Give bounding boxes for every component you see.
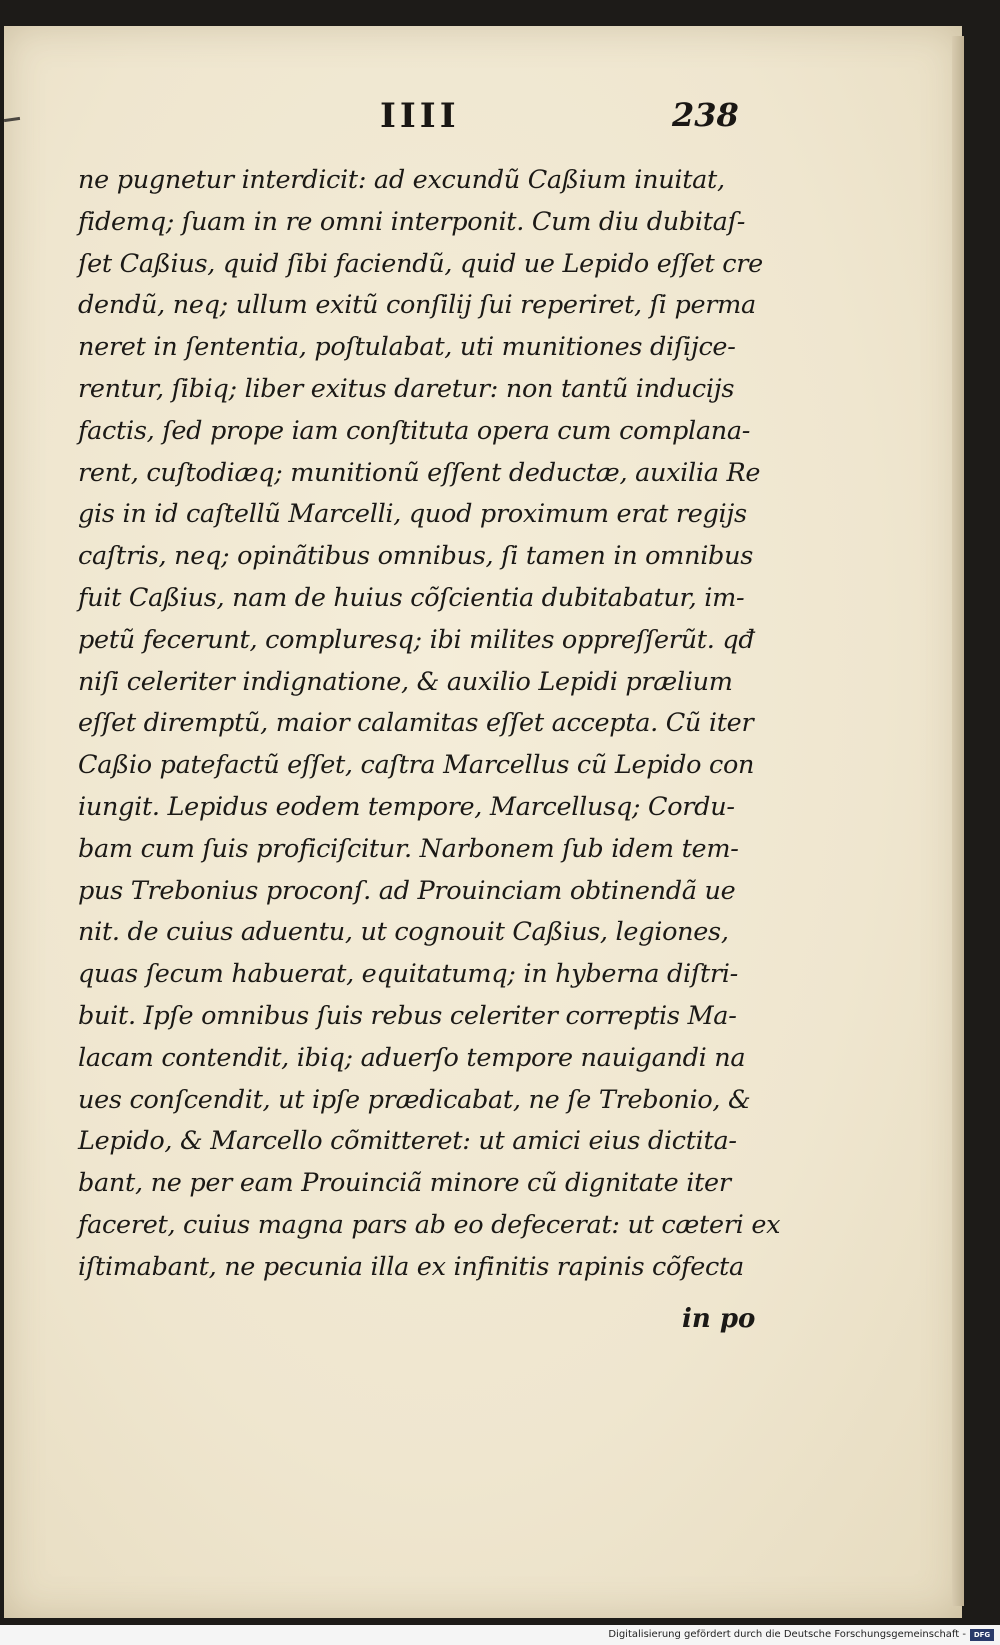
text-line: buit. Ipſe omnibus ſuis rebus celeriter correptis Ma-: [78, 1000, 737, 1031]
text-line: iſtimabant, ne pecunia illa ex infinitis rapinis cõfecta: [78, 1251, 744, 1282]
text-line: factis, ſed prope iam conſtituta opera cum complana-: [78, 415, 751, 446]
footer-bar: [0, 1625, 1000, 1645]
text-line: fuit Caßius, nam de huius cõſcientia dubitabatur, im-: [78, 582, 745, 613]
text-line: niſi celeriter indignatione, & auxilio Lepidi prælium: [78, 666, 733, 697]
dfg-logo: DFG: [970, 1629, 994, 1641]
text-line: Lepido, & Marcello cõmitteret: ut amici eius dictita-: [78, 1126, 737, 1157]
page-edge: [952, 36, 964, 1606]
text-line: bam cum ſuis proficiſcitur. Narbonem ſub idem tem-: [78, 833, 739, 864]
text-line: nit. de cuius aduentu, ut cognouit Caßius, legiones,: [78, 917, 729, 948]
body-text: [78, 160, 781, 1289]
text-line: rentur, ſibiq; liber exitus daretur: non tantũ inducijs: [78, 373, 735, 404]
folio-number: 238: [672, 96, 739, 134]
text-line: ſet Caßius, quid ſibi faciendũ, quid ue Lepido eſſet cre: [78, 248, 763, 279]
text-line: ues conſcendit, ut ipſe prædicabat, ne ſe Trebonio, &: [78, 1084, 751, 1115]
text-line: lacam contendit, ibiq; aduerſo tempore nauigandi na: [78, 1042, 746, 1073]
text-line: quas ſecum habuerat, equitatumq; in hyberna diſtri-: [78, 959, 738, 990]
text-line: dendũ, neq; ullum exitũ conſilij ſui reperiret, ſi perma: [78, 290, 756, 321]
catchword: in po: [682, 1304, 756, 1334]
text-line: neret in ſententia, poſtulabat, uti munitiones diſijce-: [78, 332, 736, 363]
text-line: eſſet diremptũ, maior calamitas eſſet accepta. Cũ iter: [78, 708, 754, 739]
text-line: ne pugnetur interdicit: ad excundũ Caßium inuitat,: [78, 165, 725, 195]
text-line: fidemq; ſuam in re omni interponit. Cum diu dubitaſ-: [78, 206, 746, 237]
text-line: gis in id caſtellũ Marcelli, quod proximum erat regijs: [78, 499, 747, 530]
text-line: petũ fecerunt, compluresq; ibi milites oppreſſerũt. qđ: [78, 624, 755, 655]
text-line: iungit. Lepidus eodem tempore, Marcellusq; Cordu-: [78, 791, 735, 822]
funding-notice: Digitalisierung gefördert durch die Deutsche Forschungsgemeinschaft -: [608, 1629, 966, 1640]
text-line: caſtris, neq; opinãtibus omnibus, ſi tamen in omnibus: [78, 541, 753, 572]
text-line: Caßio patefactũ eſſet, caſtra Marcellus cũ Lepido con: [78, 750, 755, 781]
text-line: pus Trebonius proconſ. ad Prouinciam obtinendã ue: [78, 875, 736, 906]
page-header: [0, 96, 1000, 146]
text-line: faceret, cuius magna pars ab eo defecerat: ut cæteri ex: [78, 1209, 781, 1240]
text-line: bant, ne per eam Prouinciã minore cũ dignitate iter: [78, 1168, 731, 1199]
signature-mark: IIII: [380, 96, 460, 136]
text-line: rent, cuſtodiæq; munitionũ eſſent deductæ, auxilia Re: [78, 457, 761, 488]
